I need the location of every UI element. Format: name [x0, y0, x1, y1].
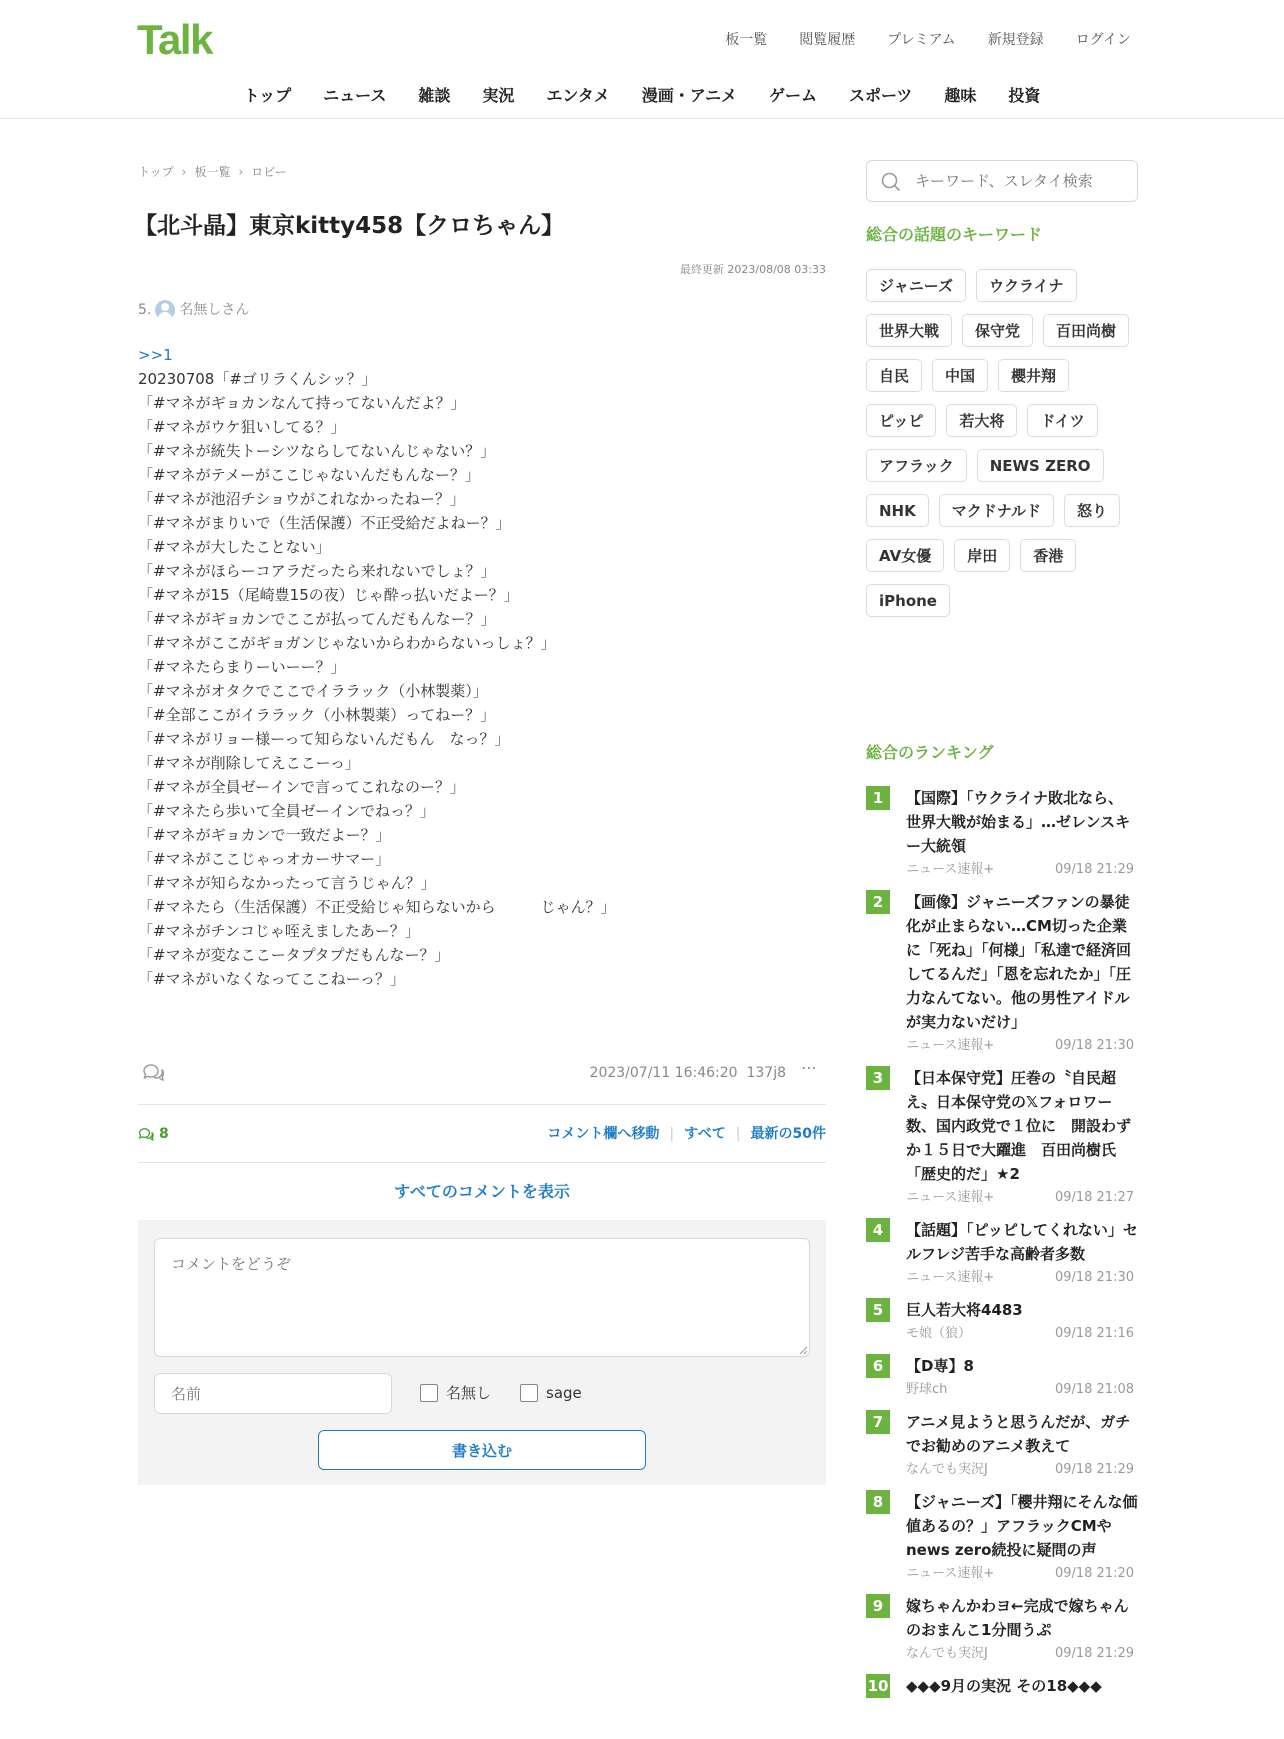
divider: |	[735, 1126, 741, 1142]
keyword-tag[interactable]: AV女優	[866, 539, 944, 572]
post-line: 「#マネがここがギョガンじゃないからわからないっしょ？」	[138, 634, 556, 652]
ranking-item[interactable]	[866, 1410, 1138, 1480]
comment-links	[547, 1124, 826, 1144]
rank-body	[906, 1674, 1138, 1700]
post-line: 「#マネがギョカンなんて持ってないんだよ？」	[138, 394, 466, 412]
ranking-item[interactable]	[866, 1674, 1138, 1700]
rank-time: 09/18 21:29	[1054, 1462, 1134, 1477]
rank-time: 09/18 21:27	[1054, 1190, 1134, 1205]
post-line: 「#マネが15（尾崎豊15の夜）じゃ酔っ払いだよー？」	[138, 586, 519, 604]
top-nav	[725, 30, 1131, 50]
show-all-comments-link[interactable]: すべてのコメントを表示	[394, 1182, 570, 1201]
rank-body	[906, 1490, 1138, 1584]
rank-body	[906, 1066, 1138, 1208]
sage-label: sage	[546, 1384, 582, 1402]
breadcrumb-lobby[interactable]: ロビー	[251, 165, 287, 179]
post-datetime: 2023/07/11 16:46:20	[589, 1065, 738, 1081]
ranking-item[interactable]	[866, 1218, 1138, 1288]
post-line: 「#マネが大したことない」	[138, 538, 331, 556]
category-sports[interactable]: スポーツ	[848, 86, 913, 105]
category-manga-anime[interactable]: 漫画・アニメ	[641, 86, 737, 105]
post-line: 「#マネがほらーコアラだったら来れないでしょ？」	[138, 562, 496, 580]
comment-bar	[138, 1124, 826, 1146]
post-line: 「#マネたら歩いて全員ゼーインでねっ？」	[138, 802, 435, 820]
sage-checkbox[interactable]	[520, 1383, 582, 1403]
keyword-tag[interactable]: 岸田	[954, 539, 1010, 572]
name-input[interactable]	[154, 1373, 392, 1414]
post-line: 「#マネが知らなかったって言うじゃん？」	[138, 874, 436, 892]
rank-board: ニュース速報+	[906, 1270, 995, 1285]
keyword-tag[interactable]: 櫻井翔	[998, 359, 1069, 392]
rank-board: ニュース速報+	[906, 1566, 995, 1581]
post-line: 「#マネがいなくなってここねーっ？」	[138, 970, 405, 988]
nav-history[interactable]: 閲覧履歴	[799, 32, 856, 48]
comment-form	[138, 1220, 826, 1485]
breadcrumb	[138, 163, 287, 180]
rank-board: なんでも実況J	[906, 1462, 988, 1477]
rank-number: 3	[866, 1066, 890, 1090]
rank-meta	[906, 1036, 1138, 1056]
rank-body	[906, 1410, 1138, 1480]
comment-count	[138, 1124, 169, 1144]
post-meta	[590, 1063, 786, 1083]
rank-number: 4	[866, 1218, 890, 1242]
rank-time: 09/18 21:29	[1054, 862, 1134, 877]
category-top[interactable]: トップ	[243, 86, 292, 105]
rank-number: 6	[866, 1354, 890, 1378]
rank-meta	[906, 1380, 1138, 1400]
rank-board: モ娘（狼）	[906, 1326, 972, 1341]
keyword-tag[interactable]: 保守党	[962, 314, 1033, 347]
rank-number: 5	[866, 1298, 890, 1322]
keyword-list	[866, 269, 1138, 617]
site-header	[0, 0, 1284, 119]
post-header	[138, 299, 249, 321]
nav-register[interactable]: 新規登録	[987, 32, 1044, 48]
rank-body	[906, 1218, 1138, 1288]
rank-title[interactable]: アニメ見ようと思うんだが、ガチでお勧めのアニメ教えて	[906, 1413, 1131, 1455]
post-line: 「#マネがギョカンで一致だよー？」	[138, 826, 391, 844]
post-line: 「#マネがチンコじゃ咥えましたあー？」	[138, 922, 420, 940]
ranking-item[interactable]	[866, 890, 1138, 1056]
keyword-tag[interactable]: 自民	[866, 359, 922, 392]
rank-body	[906, 1594, 1138, 1664]
post-line: 「#マネがウケ狙いしてる？」	[138, 418, 346, 436]
search-box	[866, 160, 1138, 202]
rank-time: 09/18 21:16	[1054, 1326, 1134, 1341]
post-line: 「#マネがテメーがここじゃないんだもんなー？」	[138, 466, 480, 484]
rank-meta	[906, 1268, 1138, 1288]
rank-meta	[906, 1188, 1138, 1208]
post-line: 「#マネがオタクでここでイララック（小林製薬）」	[138, 682, 488, 700]
rank-meta	[906, 1644, 1138, 1664]
rank-meta	[906, 1460, 1138, 1480]
post-line: 20230708「#ゴリラくんシッ？」	[138, 370, 377, 388]
post-line: 「#マネが全員ゼーインで言ってこれなのー？」	[138, 778, 465, 796]
category-news[interactable]: ニュース	[323, 86, 387, 105]
keyword-tag[interactable]: ウクライナ	[976, 269, 1077, 302]
nav-premium[interactable]: プレミアム	[887, 32, 956, 48]
rank-board: 野球ch	[906, 1382, 948, 1397]
ranking-item[interactable]	[866, 1354, 1138, 1400]
nav-board-list[interactable]: 板一覧	[725, 32, 768, 48]
breadcrumb-top[interactable]: トップ	[138, 165, 174, 179]
ranking-item[interactable]	[866, 786, 1138, 880]
post-lines	[138, 367, 828, 991]
category-nav	[0, 84, 1284, 108]
search-input[interactable]	[915, 161, 1133, 201]
post-line: 「#マネがまりいで（生活保護）不正受給だよねー？」	[138, 514, 511, 532]
rank-body	[906, 1298, 1138, 1344]
jump-to-comments-link[interactable]: コメント欄へ移動	[547, 1126, 660, 1142]
post-line: 「#全部ここがイララック（小林製薬）ってねー？」	[138, 706, 496, 724]
anonymous-checkbox[interactable]	[420, 1383, 491, 1403]
category-invest[interactable]: 投資	[1008, 86, 1041, 105]
rank-title[interactable]: ◆◆◆9月の実況 その18◆◆◆	[906, 1677, 1102, 1695]
ranking-item[interactable]	[866, 1066, 1138, 1208]
ranking-item[interactable]	[866, 1490, 1138, 1584]
rank-number: 1	[866, 786, 890, 810]
rank-time: 09/18 21:30	[1054, 1038, 1134, 1053]
comment-textarea[interactable]	[154, 1238, 810, 1357]
keyword-tag[interactable]: 世界大戦	[866, 314, 952, 347]
post-line: 「#マネたら（生活保護）不正受給じゃ知らないから じゃん？」	[138, 898, 616, 916]
resize-grip-icon[interactable]	[799, 1346, 808, 1355]
latest-50-link[interactable]: 最新の50件	[750, 1126, 826, 1142]
rank-title[interactable]: 巨人若大将4483	[906, 1301, 1023, 1319]
divider	[138, 1104, 826, 1105]
post-line: 「#マネがここじゃっオカーサマー」	[138, 850, 391, 868]
keyword-tag[interactable]: 香港	[1020, 539, 1076, 572]
breadcrumb-board-list[interactable]: 板一覧	[194, 165, 231, 179]
rank-time: 09/18 21:30	[1054, 1270, 1134, 1285]
divider	[138, 1162, 826, 1163]
all-comments-link[interactable]: すべて	[684, 1126, 726, 1142]
rank-number: 8	[866, 1490, 890, 1514]
rank-number: 2	[866, 890, 890, 914]
category-game[interactable]: ゲーム	[768, 86, 817, 105]
rank-time: 09/18 21:20	[1054, 1566, 1134, 1581]
more-options-icon[interactable]: ⋯	[801, 1058, 818, 1077]
rank-meta	[906, 860, 1138, 880]
comment-count-value: 8	[159, 1126, 169, 1142]
comment-bubble-icon[interactable]	[141, 1061, 165, 1083]
category-entertainment[interactable]: エンタメ	[546, 86, 610, 105]
post-line: 「#マネたらまりーいーー？」	[138, 658, 346, 676]
search-icon	[881, 172, 901, 192]
post-line: 「#マネが統失トーシツならしてないんじゃない？」	[138, 442, 496, 460]
keyword-tag[interactable]: NHK	[866, 494, 929, 527]
rank-meta	[906, 1324, 1138, 1344]
keyword-tag[interactable]: 中国	[932, 359, 988, 392]
post-line: 「#マネがリョー様ーって知らないんだもん なっ？」	[138, 730, 510, 748]
nav-login[interactable]: ログイン	[1075, 32, 1131, 48]
rank-number: 9	[866, 1594, 890, 1618]
keyword-tag[interactable]: ドイツ	[1027, 404, 1097, 437]
rank-board: ニュース速報+	[906, 862, 995, 877]
post-line: 「#マネがギョカンでここが払ってんだもんなー？」	[138, 610, 496, 628]
rank-board: なんでも実況J	[906, 1646, 988, 1661]
rank-body	[906, 1354, 1138, 1400]
category-live[interactable]: 実況	[482, 86, 515, 105]
post-id[interactable]: 137j8	[746, 1065, 786, 1081]
rank-time: 09/18 21:29	[1054, 1646, 1134, 1661]
category-chat[interactable]: 雑談	[418, 86, 451, 105]
rank-title[interactable]: 【D専】8	[906, 1357, 974, 1375]
rank-body	[906, 786, 1138, 880]
checkbox-box[interactable]	[520, 1384, 538, 1402]
keyword-tag[interactable]: iPhone	[866, 584, 950, 617]
checkbox-box[interactable]	[420, 1384, 438, 1402]
rank-body	[906, 890, 1138, 1056]
avatar-icon	[155, 300, 175, 320]
reply-anchor-link[interactable]: >>1	[138, 346, 173, 364]
post-line: 「#マネが変なここータプタプだもんなー？」	[138, 946, 450, 964]
post-footer	[138, 1058, 826, 1088]
comment-bubble-icon	[138, 1127, 154, 1141]
rank-title[interactable]: 【日本保守党】圧巻の〝自民超え〟日本保守党の𝕏フォロワー数、国内政党で１位に 開設わずか１５日で大躍進 百田尚樹氏「歴史的だ」★2	[906, 1069, 1132, 1183]
rank-number: 10	[866, 1674, 890, 1698]
keyword-tag[interactable]: NEWS ZERO	[977, 449, 1104, 482]
rank-board: ニュース速報+	[906, 1038, 995, 1053]
keyword-tag[interactable]: ピッピ	[866, 404, 936, 437]
category-hobby[interactable]: 趣味	[944, 86, 977, 105]
keyword-tag[interactable]: 怒り	[1064, 494, 1120, 527]
post-author: 名無しさん	[179, 302, 250, 318]
rank-title[interactable]: 嫁ちゃんかわヨ←完成で嫁ちゃんのおまんこ1分間うぷ	[906, 1597, 1129, 1639]
chevron-right-icon: ›	[238, 164, 244, 179]
rank-title[interactable]: 【国際】「ウクライナ敗北なら、世界大戦が始まる」…ゼレンスキー大統領	[906, 789, 1131, 855]
keyword-tag[interactable]: ジャニーズ	[866, 269, 966, 302]
last-updated: 最終更新 2023/08/08 03:33	[679, 263, 826, 276]
rank-title[interactable]: 【画像】ジャニーズファンの暴徒化が止まらない…CM切った企業に「死ね」「何様」「私達で経済回してるんだ」「恩を忘れたか」「圧力なんてない。他の男性アイドルが実力ないだけ」	[906, 893, 1132, 1031]
keyword-tag[interactable]: マクドナルド	[939, 494, 1054, 527]
rank-title[interactable]: 【話題】「ピッピしてくれない」セルフレジ苦手な高齢者多数	[906, 1221, 1138, 1263]
anonymous-label: 名無し	[446, 1384, 492, 1402]
post-number[interactable]: 5.	[138, 302, 152, 318]
post-body	[138, 343, 828, 991]
keywords-heading: 総合の話題のキーワード	[866, 225, 1043, 244]
submit-button[interactable]: 書き込む	[318, 1430, 646, 1470]
keyword-tag[interactable]: 百田尚樹	[1043, 314, 1129, 347]
site-logo[interactable]: Talk	[137, 16, 212, 63]
divider: |	[669, 1126, 675, 1142]
ranking-item[interactable]	[866, 1594, 1138, 1664]
rank-meta	[906, 1564, 1138, 1584]
keyword-tag[interactable]: アフラック	[866, 449, 967, 482]
ranking-list	[866, 786, 1138, 1710]
rank-number: 7	[866, 1410, 890, 1434]
ranking-heading: 総合のランキング	[866, 743, 994, 762]
rank-title[interactable]: 【ジャニーズ】「櫻井翔にそんな価値あるの？」アフラックCMやnews zero続投に疑問の声	[906, 1493, 1138, 1559]
chevron-right-icon: ›	[181, 164, 187, 179]
rank-board: ニュース速報+	[906, 1190, 995, 1205]
rank-time: 09/18 21:08	[1054, 1382, 1134, 1397]
thread-title: 【北斗晶】東京kitty458【クロちゃん】	[134, 213, 565, 239]
post-line: 「#マネが池沼チショウがこれなかったねー？」	[138, 490, 465, 508]
post-line: 「#マネが削除してえここーっ」	[138, 754, 360, 772]
ranking-item[interactable]	[866, 1298, 1138, 1344]
keyword-tag[interactable]: 若大将	[946, 404, 1017, 437]
